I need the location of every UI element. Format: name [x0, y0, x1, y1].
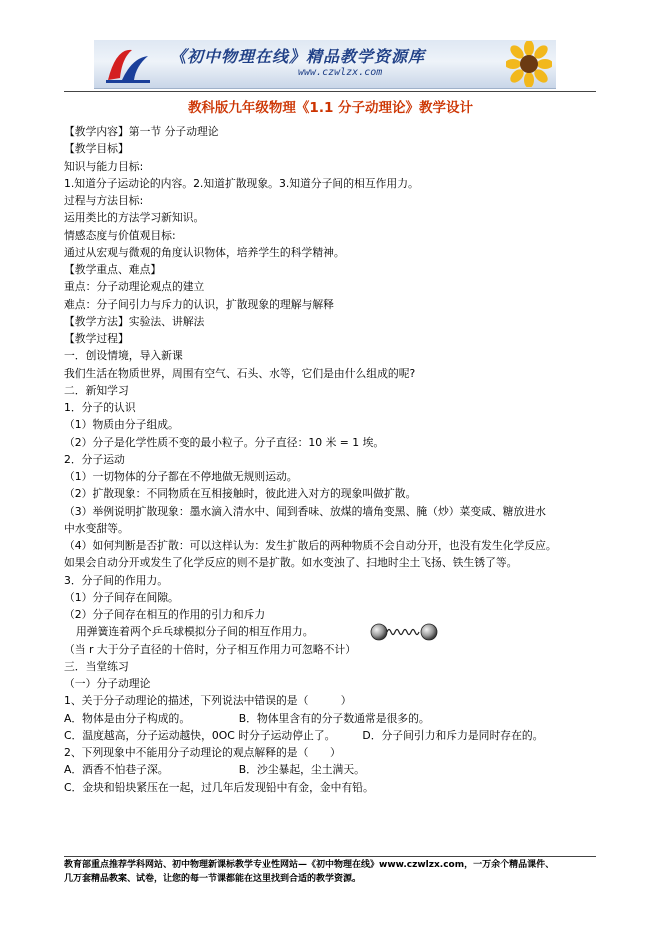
- footer: [64, 858, 604, 886]
- page-title: 教科版九年级物理《1.1 分子动理论》教学设计: [187, 100, 474, 116]
- body-line: （1）分子间存在间隙。: [64, 590, 179, 604]
- banner-url[interactable]: www.czwlzx.com: [298, 67, 383, 78]
- body-line: 中水变甜等。: [64, 521, 129, 535]
- body-line: （2）分子是化学性质不变的最小粒子。分子直径：10 米 = 1 埃。: [64, 435, 385, 449]
- body-line: 难点：分子间引力与斥力的认识，扩散现象的理解与解释: [64, 297, 334, 311]
- body-line: 我们生活在物质世界，周围有空气、石头、水等，它们是由什么组成的呢?: [64, 366, 416, 380]
- footer-divider: [64, 856, 596, 857]
- section-objectives: 【教学目标】: [64, 142, 129, 156]
- question-2: 2、下列现象中不能用分子动理论的观点解释的是（ ）: [64, 746, 341, 759]
- body-line: （3）举例说明扩散现象：墨水滴入清水中、闻到香味、放煤的墙角变黑、腌（炒）菜变咸、糖放进水: [64, 504, 546, 518]
- body-line: 3．分子间的作用力。: [64, 573, 169, 587]
- body-line: 过程与方法目标:: [64, 194, 144, 207]
- spring-model-line: [64, 623, 604, 640]
- question-1-options-ab: A．物体是由分子构成的。 B．物体里含有的分子数通常是很多的。: [64, 711, 430, 725]
- body-line: （2）扩散现象：不同物质在互相接触时，彼此进入对方的现象叫做扩散。: [64, 487, 417, 501]
- question-1-options-cd: C．温度越高，分子运动越快，0OC 时分子运动停止了。 D．分子间引力和斥力是同时存在的。: [64, 728, 544, 742]
- body-line: 如果会自动分开或发生了化学反应的则不是扩散。如水变浊了、扫地时尘土飞扬、铁生锈了等。: [64, 556, 518, 570]
- section-key-points: 【教学重点、难点】: [64, 263, 162, 276]
- body-line: （2）分子间存在相互的作用的引力和斥力: [64, 608, 266, 621]
- question-2-option-c: C．金块和铅块紧压在一起，过几年后发现铅中有金，金中有铅。: [64, 780, 374, 794]
- body-line: 情感态度与价值观目标:: [64, 228, 176, 242]
- body-line: （一）分子动理论: [64, 677, 151, 690]
- body-line: 一．创设情境，导入新课: [64, 349, 183, 363]
- body-line: 二．新知学习: [64, 383, 129, 397]
- body-line: 1.知道分子运动论的内容。2.知道扩散现象。3.知道分子间的相互作用力。: [64, 176, 419, 190]
- header-banner: [94, 40, 556, 89]
- footer-line: 几万套精品教案、试卷，让您的每一节课都能在这里找到合适的教学资源。: [64, 874, 362, 884]
- spring-ball-model-icon: [370, 621, 438, 643]
- document-body: [64, 123, 604, 796]
- body-line: 用弹簧连着两个乒乓球模拟分子间的相互作用力。: [76, 625, 314, 639]
- body-line: 运用类比的方法学习新知识。: [64, 211, 205, 225]
- question-2-options-ab: A．酒香不怕巷子深。 B．沙尘暴起，尘土满天。: [64, 763, 365, 777]
- body-line: 三．当堂练习: [64, 659, 129, 673]
- section-content: 【教学内容】第一节 分子动理论: [64, 125, 219, 138]
- question-1: 1、关于分子动理论的描述，下列说法中错误的是（ ）: [64, 694, 352, 708]
- sunflower-icon: [506, 41, 552, 87]
- body-line: （1）物质由分子组成。: [64, 418, 179, 432]
- section-process: 【教学过程】: [64, 332, 129, 345]
- section-methods: 【教学方法】实验法、讲解法: [64, 314, 205, 328]
- body-line: 知识与能力目标:: [64, 159, 144, 173]
- body-line: 通过从宏观与微观的角度认识物体，培养学生的科学精神。: [64, 245, 345, 259]
- body-line: 重点：分子动理论观点的建立: [64, 280, 205, 294]
- footer-line: 教育部重点推荐学科网站、初中物理新课标教学专业性网站—《初中物理在线》www.czwlzx.com，一万余个精品课件、: [64, 860, 555, 870]
- body-line: 1．分子的认识: [64, 401, 136, 414]
- header-divider: [64, 91, 596, 92]
- site-logo-icon: [102, 44, 154, 86]
- body-line: （4）如何判断是否扩散：可以这样认为：发生扩散后的两种物质不会自动分开，也没有发生化学反应。: [64, 539, 557, 552]
- banner-title: 《初中物理在线》精品教学资源库: [170, 47, 426, 66]
- body-line: 2．分子运动: [64, 452, 125, 466]
- body-line: （1）一切物体的分子都在不停地做无规则运动。: [64, 470, 298, 483]
- body-line: （当 r 大于分子直径的十倍时，分子相互作用力可忽略不计）: [64, 642, 357, 656]
